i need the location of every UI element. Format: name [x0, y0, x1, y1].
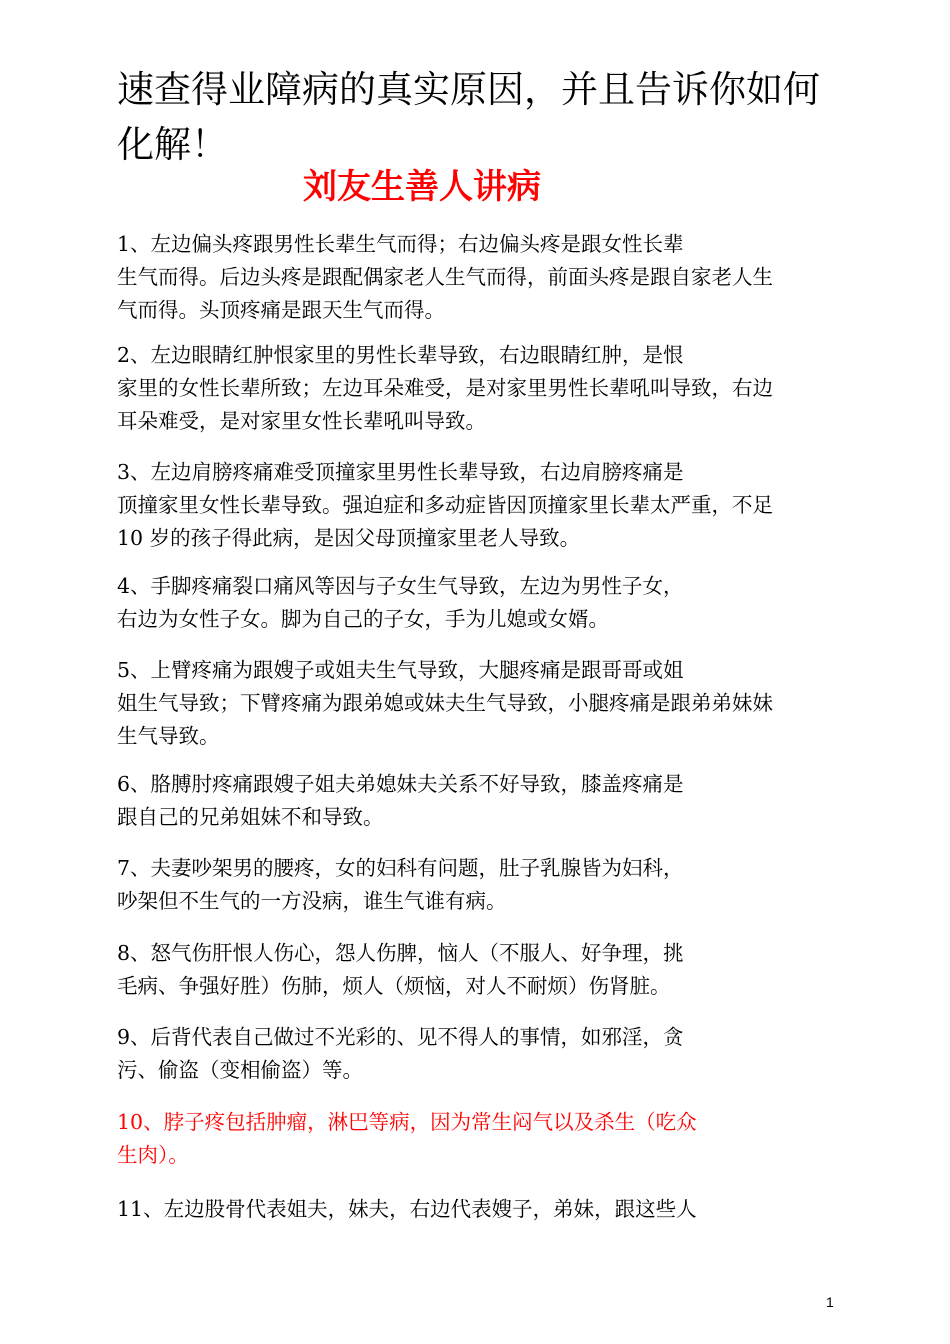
paragraph-8: [117, 937, 847, 1003]
paragraph-line: 11、左边股骨代表姐夫，妹夫，右边代表嫂子，弟妹，跟这些人: [117, 1197, 697, 1221]
paragraph-line: 7、夫妻吵架男的腰疼，女的妇科有问题，肚子乳腺皆为妇科，: [117, 856, 684, 880]
paragraph-2: [117, 339, 847, 438]
paragraph-line: 耳朵难受，是对家里女性长辈吼叫导致。: [117, 409, 486, 433]
title-line-2: 化解！: [117, 123, 228, 166]
paragraph-line: 10、脖子疼包括肿瘤，淋巴等病，因为常生闷气以及杀生（吃众: [117, 1110, 697, 1134]
paragraph-11: [117, 1193, 847, 1226]
document-page: [117, 0, 847, 1344]
paragraph-line: 毛病、争强好胜）伤肺，烦人（烦恼，对人不耐烦）伤肾脏。: [117, 974, 671, 998]
paragraph-4: [117, 570, 847, 636]
paragraph-line: 姐生气导致；下臂疼痛为跟弟媳或妹夫生气导致，小腿疼痛是跟弟弟妹妹: [117, 691, 773, 715]
paragraph-line: 10 岁的孩子得此病，是因父母顶撞家里老人导致。: [117, 526, 581, 550]
paragraph-9: [117, 1021, 847, 1087]
paragraph-line: 跟自己的兄弟姐妹不和导致。: [117, 805, 384, 829]
paragraph-5: [117, 654, 847, 753]
paragraph-line: 2、左边眼睛红肿恨家里的男性长辈导致，右边眼睛红肿，是恨: [117, 343, 684, 367]
paragraph-line: 家里的女性长辈所致；左边耳朵难受，是对家里男性长辈吼叫导致，右边: [117, 376, 773, 400]
paragraph-3: [117, 456, 847, 555]
paragraph-7: [117, 852, 847, 918]
paragraph-line: 8、怒气伤肝恨人伤心，怨人伤脾，恼人（不服人、好争理，挑: [117, 941, 684, 965]
paragraph-line: 生气导致。: [117, 724, 220, 748]
paragraph-line: 9、后背代表自己做过不光彩的、见不得人的事情，如邪淫，贪: [117, 1025, 684, 1049]
paragraph-line: 生气而得。后边头疼是跟配偶家老人生气而得，前面头疼是跟自家老人生: [117, 265, 773, 289]
paragraph-line: 右边为女性子女。脚为自己的子女，手为儿媳或女婿。: [117, 607, 609, 631]
paragraph-line: 生肉）。: [117, 1143, 189, 1167]
paragraph-line: 4、手脚疼痛裂口痛风等因与子女生气导致，左边为男性子女，: [117, 574, 684, 598]
paragraph-line: 污、偷盗（变相偷盗）等。: [117, 1058, 363, 1082]
page-number: 1: [826, 1294, 834, 1310]
paragraph-1: [117, 228, 847, 327]
title-line-1: 速查得业障病的真实原因，并且告诉你如何: [117, 68, 820, 111]
document-title: [117, 62, 847, 172]
paragraph-10: [117, 1106, 847, 1172]
paragraph-line: 6、胳膊肘疼痛跟嫂子姐夫弟媳妹夫关系不好导致，膝盖疼痛是: [117, 772, 684, 796]
paragraph-line: 5、上臂疼痛为跟嫂子或姐夫生气导致，大腿疼痛是跟哥哥或姐: [117, 658, 684, 682]
paragraph-line: 顶撞家里女性长辈导致。强迫症和多动症皆因顶撞家里长辈太严重，不足: [117, 493, 773, 517]
paragraph-line: 吵架但不生气的一方没病，谁生气谁有病。: [117, 889, 507, 913]
paragraph-6: [117, 768, 847, 834]
paragraph-line: 3、左边肩膀疼痛难受顶撞家里男性长辈导致，右边肩膀疼痛是: [117, 460, 684, 484]
paragraph-line: 气而得。头顶疼痛是跟天生气而得。: [117, 298, 445, 322]
document-subtitle: 刘友生善人讲病: [303, 167, 541, 207]
paragraph-line: 1、左边偏头疼跟男性长辈生气而得；右边偏头疼是跟女性长辈: [117, 232, 684, 256]
